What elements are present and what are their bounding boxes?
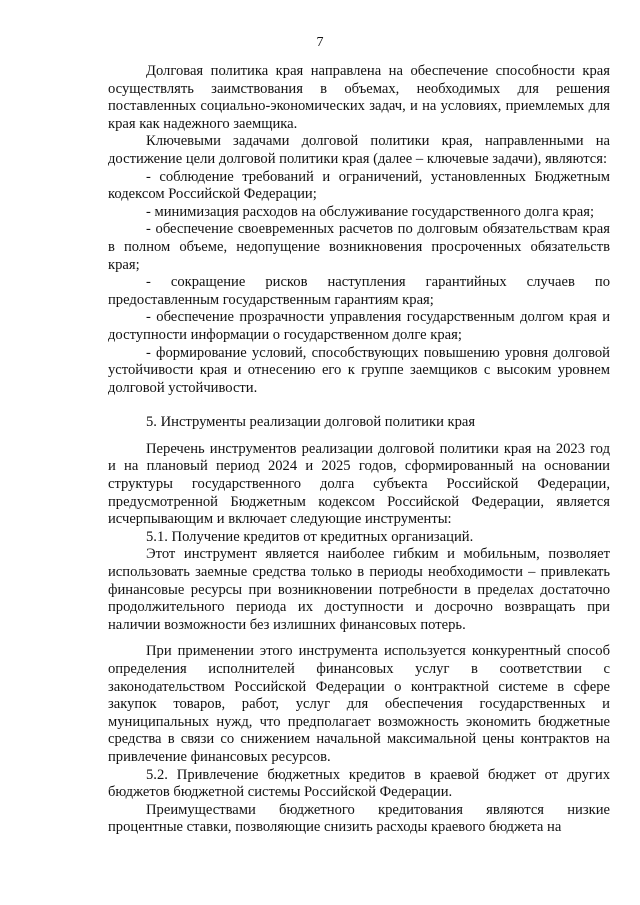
list-item-timely-settlements: - обеспечение своевременных расчетов по долговым обязательствам края в полном объеме, недопущение возникновения просроченных обязательств края; (108, 221, 610, 273)
paragraph-budget-credit-advantages: Преимуществами бюджетного кредитования являются низкие процентные ставки, позволяющие снизить расходы краевого бюджета на (108, 801, 610, 836)
document-body (108, 63, 610, 837)
subsection-5-1-heading: 5.1. Получение кредитов от кредитных организаций. (146, 528, 474, 545)
page-number: 7 (316, 35, 324, 50)
subsection-5-2-heading: 5.2. Привлечение бюджетных кредитов в краевой бюджет от других бюджетов бюджетной системы Российской Федерации. (108, 766, 610, 801)
list-item-guarantee-risk: - сокращение рисков наступления гарантийных случаев по предоставленным государственным гарантиям края; (108, 274, 610, 308)
list-item-transparency: - обеспечение прозрачности управления государственным долгом края и доступности информации о государственном долге края; (108, 309, 610, 343)
paragraph-instruments-list: Перечень инструментов реализации долговой политики края на 2023 год и на плановый период 2024 и 2025 годов, сформированный на основании структуры государственного долга субъекта Российской Федерации, предусмотренной Бюджетным кодексом Российской Федерации, является исчерпывающим и включает следующие инструменты: (108, 440, 610, 528)
list-item-cost-minimization: - минимизация расходов на обслуживание государственного долга края; (146, 203, 595, 220)
paragraph-credit-flexibility: Этот инструмент является наиболее гибким и мобильным, позволяет использовать заемные средства только в периоды необходимости – привлекать финансовые ресурсы при возникновении потребности в пределах достаточно продолжительного периода их доступности и досрочно возвращать при наличии возможности без излишних финансовых потерь. (108, 546, 610, 633)
section-heading: 5. Инструменты реализации долговой политики края (146, 414, 476, 431)
list-item-compliance: - соблюдение требований и ограничений, установленных Бюджетным кодексом Российской Федерации; (108, 168, 610, 203)
paragraph-debt-policy-aim: Долговая политика края направлена на обеспечение способности края осуществлять заимствования в объемах, необходимых для решения поставленных социально-экономических задач, и на условиях, приемлемых для края как надежного заемщика. (108, 63, 610, 132)
list-item-sustainability: - формирование условий, способствующих повышению уровня долговой устойчивости края и отнесению его к группе заемщиков с высоким уровнем долговой устойчивости. (108, 344, 610, 396)
paragraph-competitive-procurement: При применении этого инструмента используется конкурентный способ определения исполнителей финансовых услуг в соответствии с законодательством Российской Федерации о контрактной системе в сфере закупок товаров, работ, услуг для обеспечения государственных и муниципальных нужд, что предполагает возможность экономить бюджетные средства в связи со снижением начальной максимальной цены контрактов на привлечение финансовых ресурсов. (108, 643, 610, 765)
paragraph-key-tasks-intro: Ключевыми задачами долговой политики края, направленными на достижение цели долговой политики края (далее – ключевые задачи), являются: (108, 133, 610, 167)
